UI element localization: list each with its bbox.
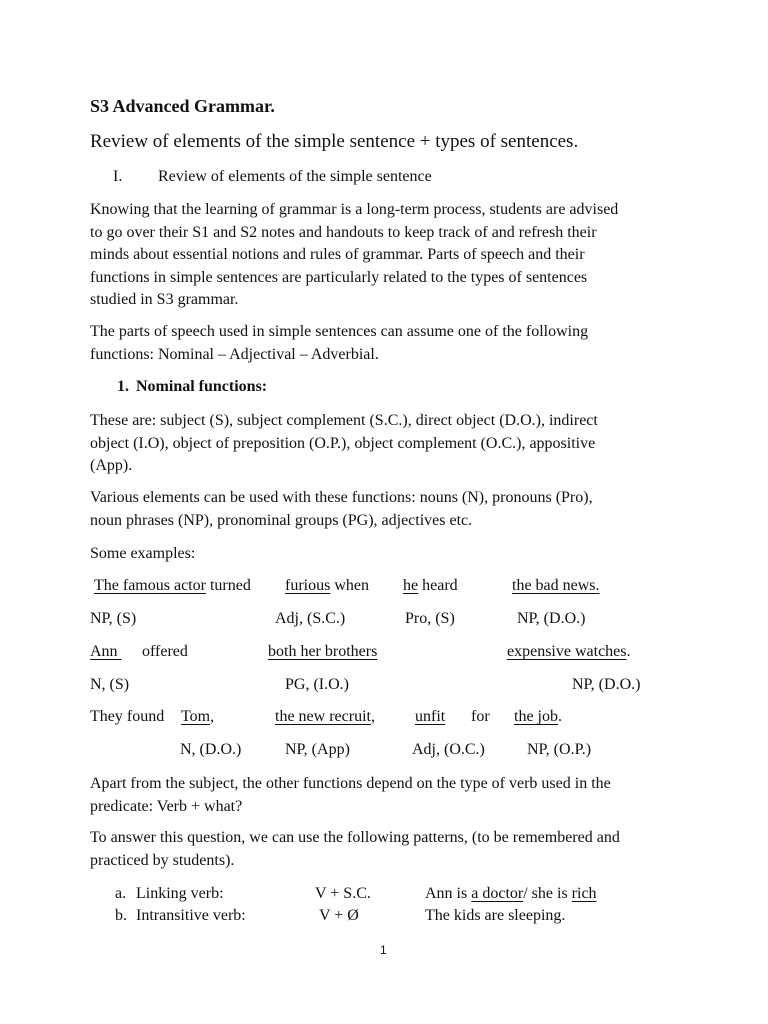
section-numeral: I. bbox=[113, 168, 123, 185]
section-heading: Review of elements of the simple sentence bbox=[158, 168, 432, 185]
example1-label-np-do: NP, (D.O.) bbox=[517, 610, 586, 627]
intro-paragraph: Knowing that the learning of grammar is a long-term process, students are advised to go over their S1 and S2 notes and handouts to keep track of and refresh their minds about essential notions and rules of grammar. Parts of speech and their functions in simple sentences are particularly related to the types of sentences studied in S3 grammar. bbox=[90, 201, 619, 308]
examples-label: Some examples: bbox=[90, 545, 196, 562]
example2-label-pg-io: PG, (I.O.) bbox=[285, 676, 349, 693]
nominal-heading: Nominal functions: bbox=[136, 378, 268, 395]
example3-label-np-op: NP, (O.P.) bbox=[527, 741, 592, 758]
pattern-b-formula: V + Ø bbox=[319, 907, 359, 924]
pattern-a-example-part3: / she is bbox=[523, 885, 572, 902]
pattern-a-example-part4: rich bbox=[571, 885, 597, 902]
pattern-b-letter: b. bbox=[115, 907, 127, 924]
pattern-a-example-part2: a doctor bbox=[471, 885, 524, 902]
example1-label-adj-sc: Adj, (S.C.) bbox=[275, 610, 346, 627]
parts-paragraph: The parts of speech used in simple sentences can assume one of the following functions: Nominal – Adjectival – Adverbial. bbox=[90, 323, 589, 363]
example3-object-group bbox=[181, 707, 214, 727]
example1-conjunction: when bbox=[330, 577, 369, 594]
example3-appositive-group bbox=[275, 707, 375, 727]
example3-object-complement: unfit bbox=[415, 708, 446, 725]
example2-label-np-do: NP, (D.O.) bbox=[572, 676, 641, 693]
pattern-a-formula: V + S.C. bbox=[315, 885, 371, 902]
example3-label-np-app: NP, (App) bbox=[285, 741, 350, 758]
example3-prep-object-group bbox=[514, 707, 562, 727]
pattern-a-example bbox=[425, 884, 597, 904]
example1-clause-group bbox=[403, 576, 458, 596]
nominal-number: 1. bbox=[117, 378, 129, 395]
example3-appositive: the new recruit bbox=[275, 708, 371, 725]
apart-paragraph: Apart from the subject, the other functions depend on the type of verb used in the predicate: Verb + what? bbox=[90, 775, 611, 815]
example1-sentence bbox=[90, 576, 251, 596]
example3-prep-object: the job bbox=[514, 708, 558, 725]
example2-indirect-object: both her brothers bbox=[268, 643, 378, 660]
example3-comma1: , bbox=[210, 708, 215, 725]
page-number: 1 bbox=[380, 943, 387, 957]
example1-pronoun: he bbox=[403, 577, 419, 594]
example2-period: . bbox=[626, 643, 631, 660]
example2-direct-object-group bbox=[507, 642, 631, 662]
pattern-a-name: Linking verb: bbox=[136, 885, 224, 902]
example3-preposition: for bbox=[471, 708, 490, 725]
example3-label-adj-oc: Adj, (O.C.) bbox=[412, 741, 485, 758]
example1-clause-verb: heard bbox=[418, 577, 458, 594]
nominal-functions-paragraph: These are: subject (S), subject complement (S.C.), direct object (D.O.), indirect object (I.O), object of preposition (O.P.), object complement (O.C.), appositive (App). bbox=[90, 412, 598, 474]
example1-label-pro-s: Pro, (S) bbox=[405, 610, 455, 627]
example3-direct-object: Tom bbox=[181, 708, 211, 725]
example3-comma2: , bbox=[370, 708, 375, 725]
example2-subject: Ann bbox=[90, 643, 122, 660]
example2-label-n-s: N, (S) bbox=[90, 676, 130, 693]
example3-period: . bbox=[558, 708, 562, 725]
page-title: S3 Advanced Grammar. bbox=[90, 96, 275, 116]
example2-direct-object: expensive watches bbox=[507, 643, 627, 660]
example3-subject-verb: They found bbox=[90, 708, 165, 725]
pattern-a-example-part1: Ann is bbox=[425, 885, 472, 902]
example1-label-np-s: NP, (S) bbox=[90, 610, 137, 627]
pattern-b-example: The kids are sleeping. bbox=[425, 907, 566, 924]
example2-verb: offered bbox=[142, 643, 188, 660]
elements-paragraph: Various elements can be used with these functions: nouns (N), pronouns (Pro), noun phrases (NP), pronominal groups (PG), adjectives etc. bbox=[90, 489, 593, 529]
example1-complement: furious bbox=[285, 577, 331, 594]
answer-paragraph: To answer this question, we can use the following patterns, (to be remembered and practiced by students). bbox=[90, 829, 620, 869]
example3-label-n-do: N, (D.O.) bbox=[180, 741, 242, 758]
page-subtitle: Review of elements of the simple sentence + types of sentences. bbox=[90, 131, 579, 152]
example1-complement-group bbox=[285, 576, 369, 596]
example1-object: the bad news. bbox=[512, 577, 600, 594]
example1-verb: turned bbox=[205, 577, 251, 594]
pattern-a-letter: a. bbox=[115, 885, 127, 902]
pattern-b-name: Intransitive verb: bbox=[136, 907, 246, 924]
example1-subject: The famous actor bbox=[94, 577, 206, 594]
